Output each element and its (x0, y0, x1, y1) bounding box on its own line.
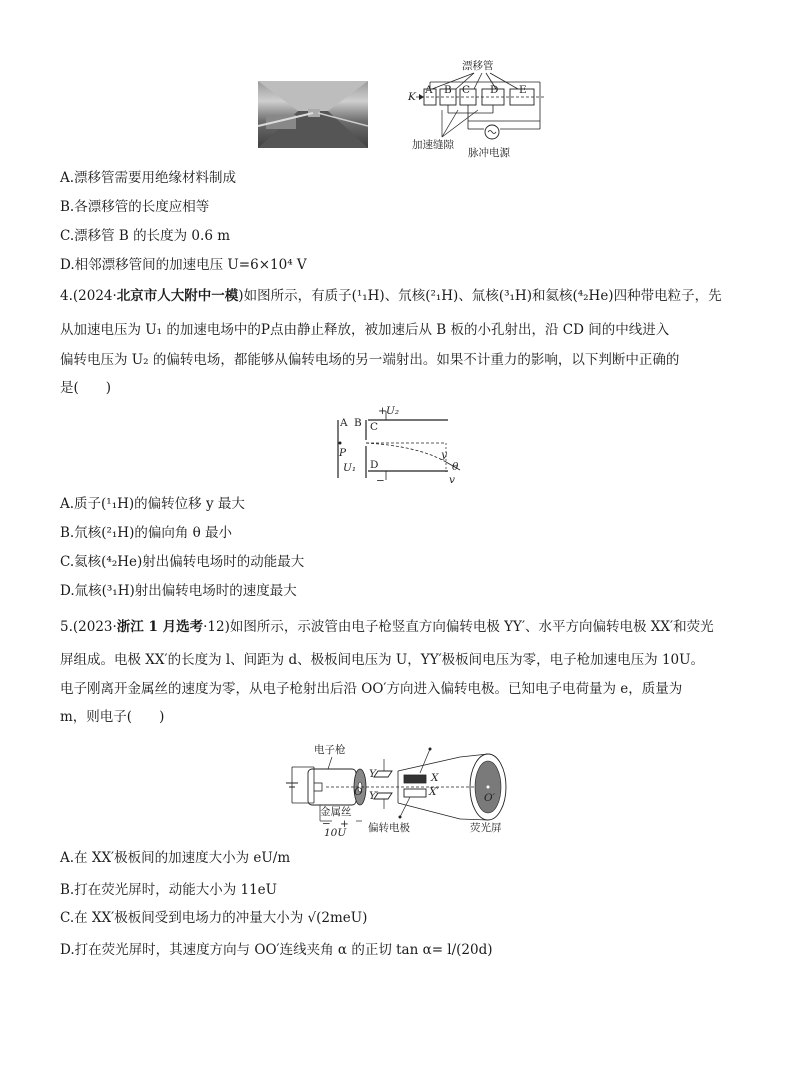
q4-stem-1: )如图所示，有质子(¹₁H)、氘核(²₁H)、氚核(³₁H)和氦核(⁴₂He)四种带电粒子，先 (238, 288, 722, 304)
q5-line-1 (60, 617, 714, 637)
q3-option-b: B.各漂移管的长度应相等 (60, 199, 210, 215)
svg-text:C: C (370, 421, 379, 433)
q4-line-1 (60, 286, 722, 306)
svg-text:A: A (425, 84, 433, 96)
svg-text:E: E (519, 84, 527, 96)
q5-option-c: C.在 XX′极板间受到电场力的冲量大小为 √(2meU) (60, 910, 368, 926)
q5-prefix: 5.(2023· (60, 619, 117, 635)
svg-text:v: v (449, 474, 455, 486)
svg-text:X′: X′ (429, 786, 439, 798)
k-label: K (408, 91, 416, 103)
q4-option-a: A.质子(¹₁H)的偏转位移 y 最大 (60, 496, 245, 512)
svg-text:偏转电极: 偏转电极 (368, 822, 410, 834)
drift-tube-diagram (404, 55, 554, 160)
svg-text:+: + (340, 818, 349, 830)
svg-text:U₂: U₂ (386, 405, 400, 417)
svg-text:D: D (370, 459, 379, 471)
svg-text:A: A (340, 417, 348, 429)
svg-text:电子枪: 电子枪 (314, 744, 346, 756)
q5-line-3: 电子刚离开金属丝的速度为零，从电子枪射出后沿 OO′方向进入偏转电极。已知电子电荷量为 e，质量为 (60, 681, 683, 697)
drift-tube-label: 漂移管 (462, 60, 494, 72)
deflection-field-diagram (328, 404, 468, 486)
svg-text:Y: Y (369, 768, 376, 780)
q4-line-3: 偏转电压为 U₂ 的偏转电场，都能够从偏转电场的另一端射出。如果不计重力的影响，以下判断中正确的 (60, 352, 680, 368)
gap-label: 加速缝隙 (412, 139, 454, 151)
q5-stem-1: ·12)如图所示，示波管由电子枪竖直方向偏转电极 YY′、水平方向偏转电极 XX′和荧光 (203, 619, 714, 635)
q5-source: 浙江 1 月选考 (116, 619, 204, 635)
svg-text:Y′: Y′ (369, 790, 379, 802)
q4-line-2: 从加速电压为 U₁ 的加速电场中的P点由静止释放，被加速后从 B 板的小孔射出，沿 CD 间的中线进入 (60, 322, 670, 338)
svg-text:B: B (354, 417, 362, 429)
q3-option-c: C.漂移管 B 的长度为 0.6 m (60, 228, 230, 244)
q3-option-a: A.漂移管需要用绝缘材料制成 (60, 170, 237, 186)
svg-text:θ: θ (452, 461, 459, 473)
q4-prefix: 4.(2024· (60, 288, 117, 304)
q5-option-a: A.在 XX′极板间的加速度大小为 eU/m (60, 850, 291, 866)
svg-text:O′: O′ (484, 792, 495, 804)
q5-line-4: m，则电子( ) (60, 709, 165, 725)
q4-option-d: D.氚核(³₁H)射出偏转电场时的速度最大 (60, 583, 297, 599)
svg-text:D: D (490, 84, 499, 96)
q5-line-2: 屏组成。电极 XX′的长度为 l、间距为 d、极板间电压为 U，YY′极板间电压为零，电子枪加速电压为 10U。 (60, 652, 705, 668)
svg-text:C: C (462, 84, 471, 96)
q4-option-c: C.氦核(⁴₂He)射出偏转电场时的动能最大 (60, 554, 305, 570)
svg-text:y: y (441, 449, 447, 461)
pulse-source-label: 脉冲电源 (468, 147, 510, 159)
svg-text:O: O (354, 786, 363, 798)
svg-text:金属丝: 金属丝 (320, 806, 352, 818)
q4-source: 北京市人大附中一模 (116, 288, 239, 304)
accelerator-photo (258, 81, 368, 148)
svg-text:B: B (444, 84, 452, 96)
q4-line-4: 是( ) (60, 380, 112, 396)
svg-text:U₁: U₁ (343, 462, 357, 474)
q4-option-b: B.氘核(²₁H)的偏向角 θ 最小 (60, 525, 233, 541)
q5-option-d: D.打在荧光屏时，其速度方向与 OO′连线夹角 α 的正切 tan α= l/(20d) (60, 942, 493, 958)
svg-text:10U: 10U (324, 827, 347, 837)
svg-text:−: − (322, 818, 331, 830)
q3-option-d: D.相邻漂移管间的加速电压 U=6×10⁴ V (60, 257, 307, 273)
svg-text:荧光屏: 荧光屏 (470, 822, 502, 834)
svg-text:P: P (339, 447, 347, 459)
q5-option-b: B.打在荧光屏时，动能大小为 11eU (60, 882, 278, 898)
svg-text:+: + (378, 405, 387, 417)
svg-text:−: − (376, 475, 385, 486)
svg-text:X: X (431, 772, 439, 784)
oscilloscope-tube-diagram (280, 737, 520, 837)
